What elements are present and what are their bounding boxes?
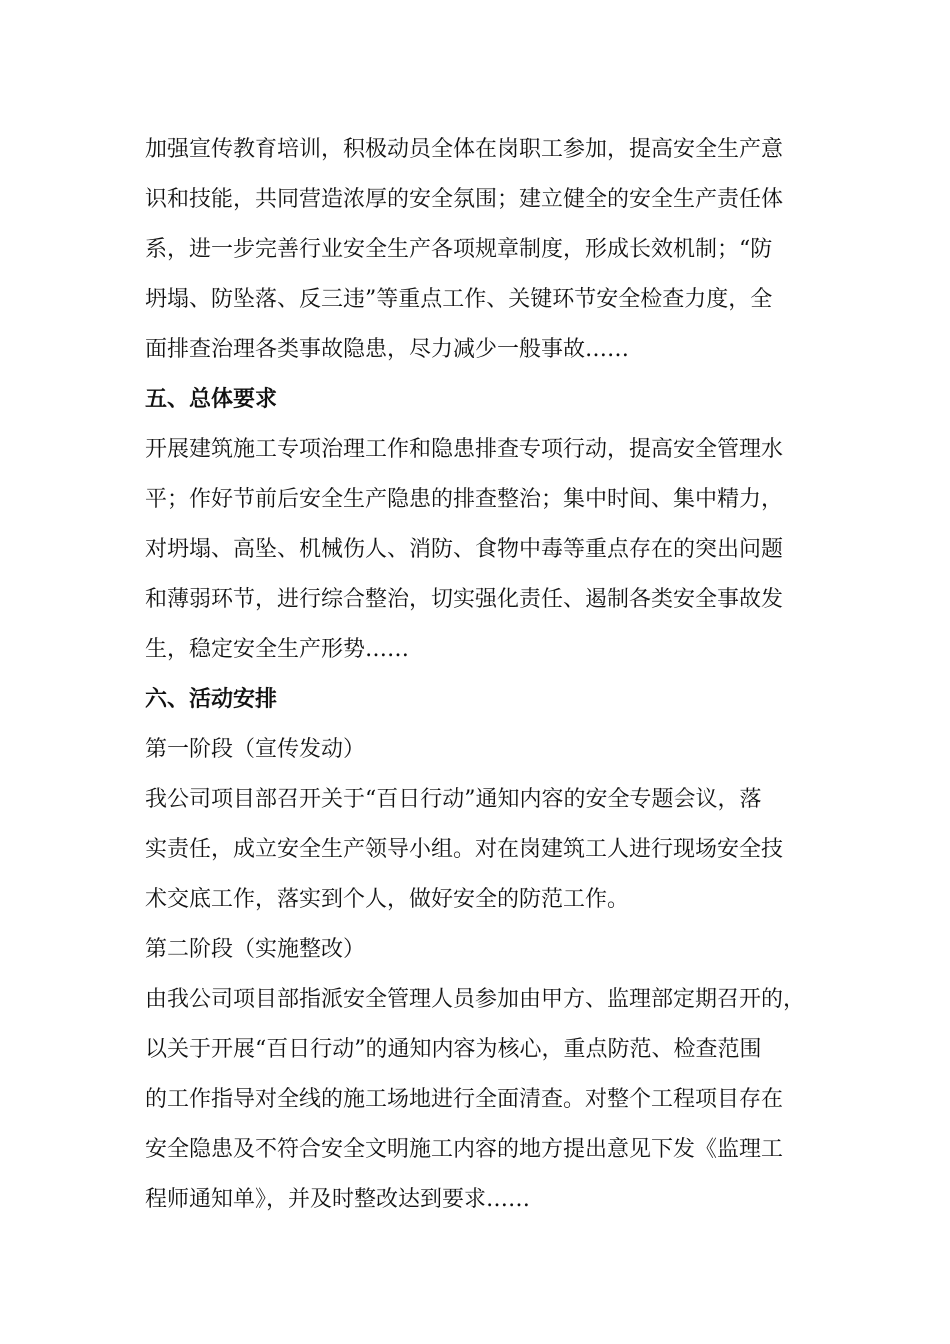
paragraph-line: 实责任，成立安全生产领导小组。对在岗建筑工人进行现场安全技 <box>145 837 784 862</box>
intro-line: 加强宣传教育培训，积极动员全体在岗职工参加，提高安全生产意 <box>145 137 784 162</box>
intro-line: 坍塌、防坠落、反三违”等重点工作、关键环节安全检查力度，全 <box>145 287 773 312</box>
intro-line: 系，进一步完善行业安全生产各项规章制度，形成长效机制；“防 <box>145 237 773 262</box>
paragraph-line: 安全隐患及不符合安全文明施工内容的地方提出意见下发《监理工 <box>145 1137 784 1162</box>
paragraph-line: 和薄弱环节，进行综合整治，切实强化责任、遏制各类安全事故发 <box>145 587 784 612</box>
paragraph-line: 程师通知单》，并及时整改达到要求…… <box>145 1187 531 1212</box>
paragraph-line: 我公司项目部召开关于“百日行动”通知内容的安全专题会议，落 <box>145 787 762 812</box>
stage-title: 第二阶段（实施整改） <box>145 937 366 962</box>
stage-title: 第一阶段（宣传发动） <box>145 737 366 762</box>
paragraph-line: 的工作指导对全线的施工场地进行全面清查。对整个工程项目存在 <box>145 1087 784 1112</box>
intro-line: 识和技能，共同营造浓厚的安全氛围；建立健全的安全生产责任体 <box>145 187 784 212</box>
paragraph-line: 以关于开展“百日行动”的通知内容为核心，重点防范、检查范围 <box>145 1037 762 1062</box>
section-heading-activity-arrangement: 六、活动安排 <box>145 687 278 712</box>
paragraph-line: 开展建筑施工专项治理工作和隐患排查专项行动，提高安全管理水 <box>145 437 784 462</box>
paragraph-line: 平；作好节前后安全生产隐患的排查整治；集中时间、集中精力， <box>145 487 784 512</box>
intro-line: 面排查治理各类事故隐患，尽力减少一般事故…… <box>145 337 630 362</box>
paragraph-line: 由我公司项目部指派安全管理人员参加由甲方、监理部定期召开的， <box>145 987 806 1012</box>
paragraph-line: 术交底工作，落实到个人，做好安全的防范工作。 <box>145 887 630 912</box>
paragraph-line: 对坍塌、高坠、机械伤人、消防、食物中毒等重点存在的突出问题 <box>145 537 784 562</box>
section-heading-overall-requirements: 五、总体要求 <box>145 387 278 412</box>
paragraph-line: 生，稳定安全生产形势…… <box>145 637 410 662</box>
